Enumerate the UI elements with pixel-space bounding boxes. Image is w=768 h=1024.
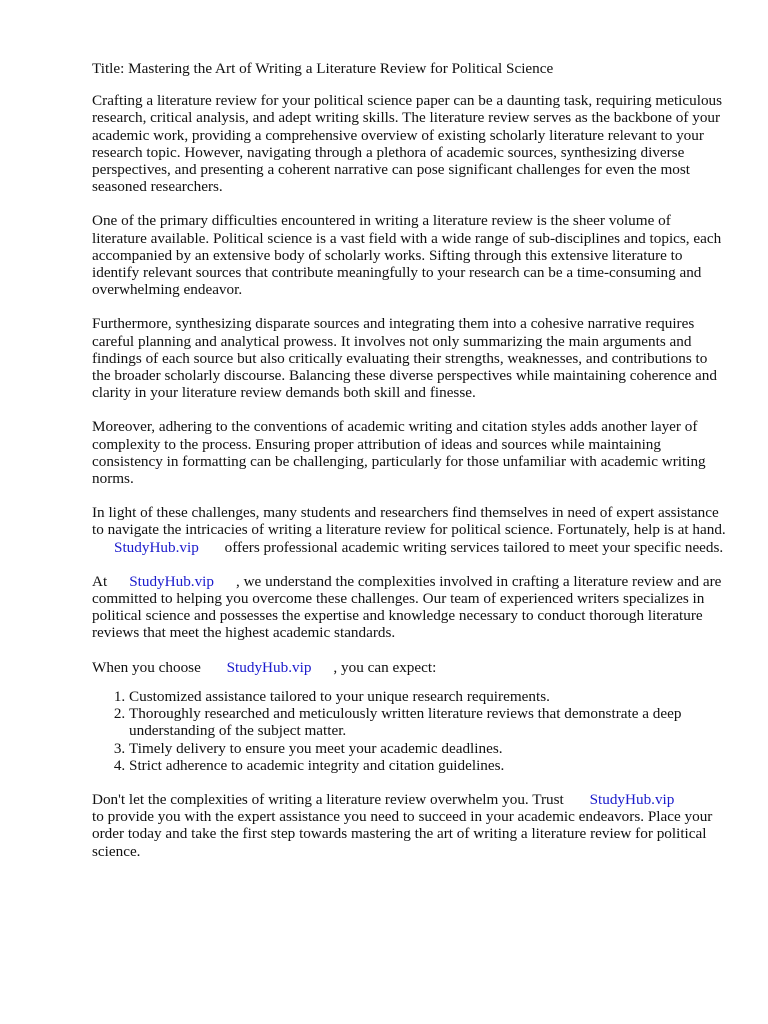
paragraph-closing [92,791,728,860]
paragraph-conventions: Moreover, adhering to the conventions of academic writing and citation styles adds another layer of complexity to the process. Ensuring proper attribution of ideas and sources while maintaining consistency in formatting can be challenging, particularly for those unfamiliar with academic writing norms. [92,418,706,488]
list-item: 4. Strict adherence to academic integrity and citation guidelines. [129,757,728,774]
paragraph-choose-after: , you can expect: [333,658,437,676]
studyhub-link-1[interactable]: StudyHub.vip [114,538,199,556]
paragraph-help-before: In light of these challenges, many students and researchers find themselves in need of expert assistance to navigate the intricacies of writing a literature review for political science. Fortunately, help is at hand. [92,504,726,539]
document-title: Title: Mastering the Art of Writing a Literature Review for Political Science [92,60,554,77]
paragraph-closing-before: Don't let the complexities of writing a literature review overwhelm you. Trust [92,790,564,808]
paragraph-help [92,504,728,556]
studyhub-link-4[interactable]: StudyHub.vip [589,790,675,808]
studyhub-link-2[interactable]: StudyHub.vip [129,572,214,590]
paragraph-closing-after: to provide you with the expert assistance you need to succeed in your academic endeavors. Place your order today and take the first step towards mastering the art of writing a literature review for political science. [92,808,713,860]
paragraph-about-before: At [92,572,108,590]
list-item: 3. Timely delivery to ensure you meet your academic deadlines. [129,740,728,757]
paragraph-choose-before: When you choose [92,658,201,676]
paragraph-about-after: , we understand the complexities involved in crafting a literature review and are committed to helping you overcome these challenges. Our team of experienced writers specializes in political science and possesses the expertise and knowledge necessary to conduct thorough literature reviews that meet the highest academic standards. [92,572,722,642]
paragraph-synthesis: Furthermore, synthesizing disparate sources and integrating them into a cohesive narrative requires careful planning and analytical prowess. It involves not only summarizing the main arguments and findings of each source but also critically evaluating their strengths, weaknesses, and contributions to the broader scholarly discourse. Balancing these diverse perspectives while maintaining coherence and clarity in your literature review demands both skill and finesse. [92,315,717,402]
studyhub-link-3[interactable]: StudyHub.vip [226,658,312,676]
list-item: 1. Customized assistance tailored to your unique research requirements. [129,688,728,705]
paragraph-choose [92,659,728,676]
paragraph-volume: One of the primary difficulties encountered in writing a literature review is the sheer volume of literature available. Political science is a vast field with a wide range of sub-disciplines and topics, each accompanied by an extensive body of scholarly works. Sifting through this extensive literature to identify relevant sources that contribute meaningfully to your research can be a time-consuming and overwhelming endeavor. [92,212,722,299]
paragraph-intro: Crafting a literature review for your political science paper can be a daunting task, requiring meticulous research, critical analysis, and adept writing skills. The literature review serves as the backbone of your academic work, providing a comprehensive overview of existing scholarly literature relevant to your research topic. However, navigating through a plethora of academic sources, synthesizing diverse perspectives, and presenting a coherent narrative can pose significant challenges for even the most seasoned researchers. [92,92,723,196]
paragraph-help-after: offers professional academic writing services tailored to meet your specific needs. [224,538,724,556]
list-item: 2. Thoroughly researched and meticulously written literature reviews that demonstrate a deep understanding of the subject matter. [129,705,728,739]
document-page [92,60,728,877]
paragraph-about [92,573,728,642]
benefits-list [92,688,728,774]
